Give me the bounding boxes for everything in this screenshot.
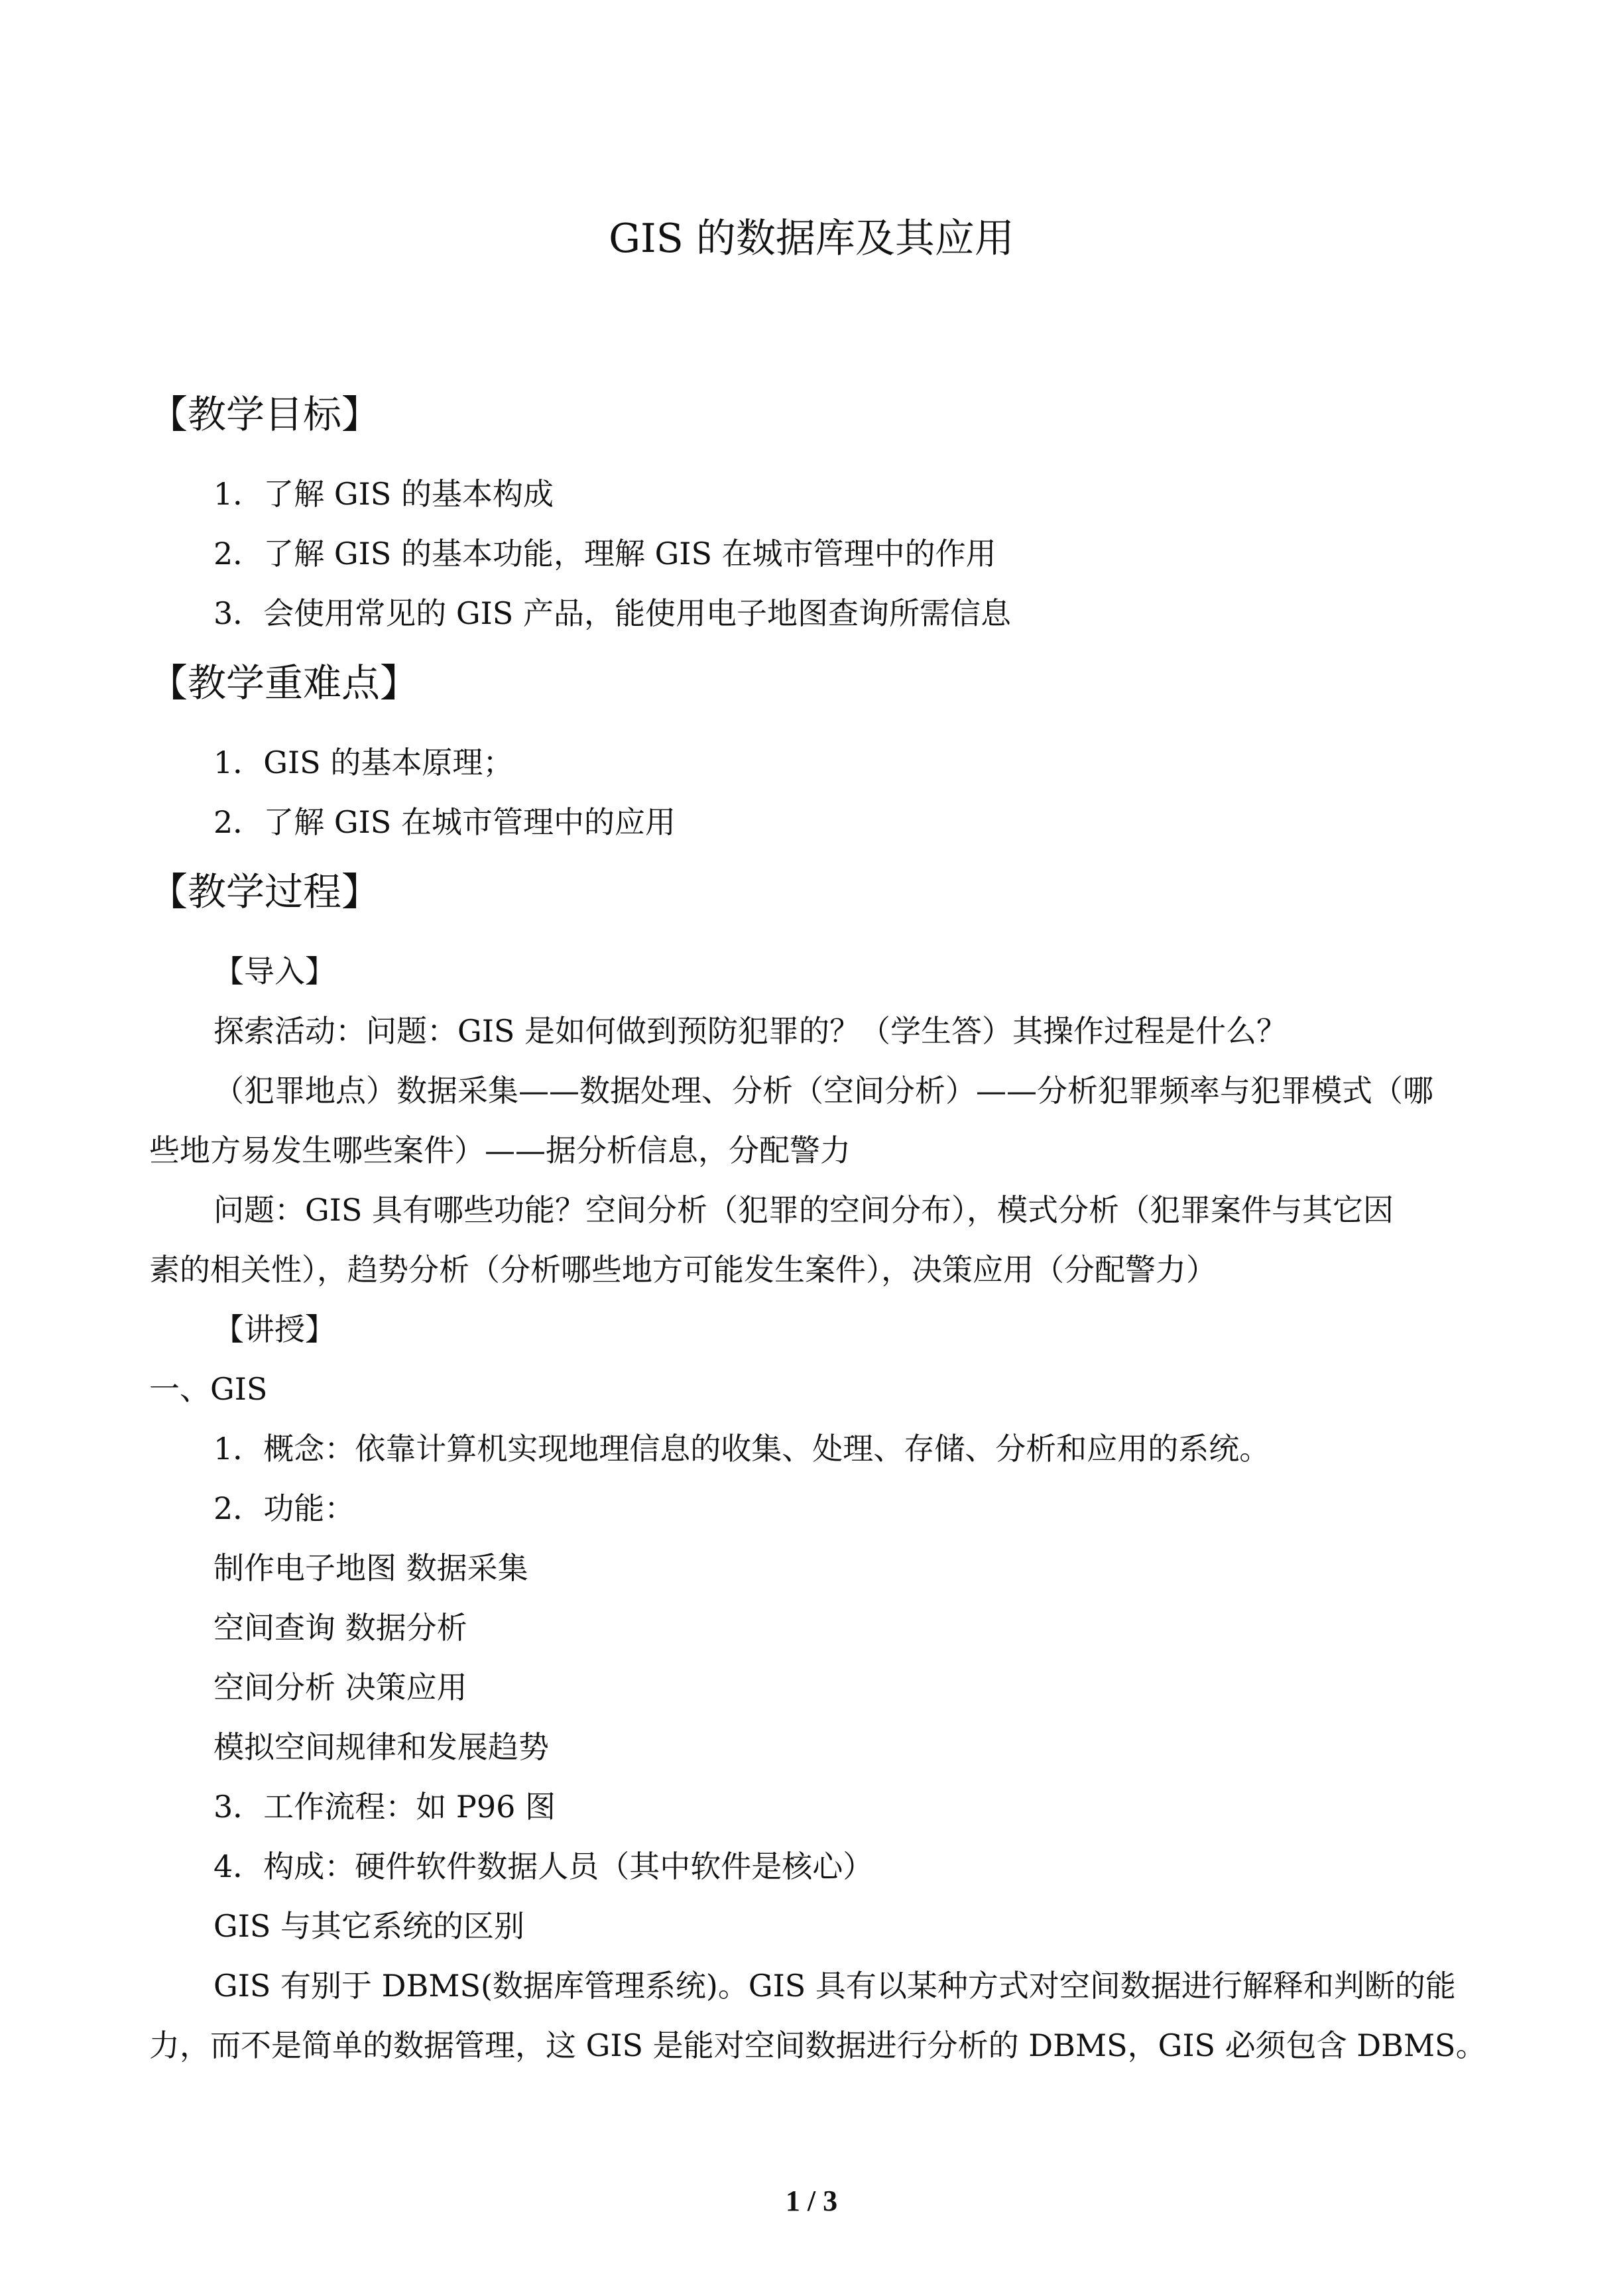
- lecture-line: 模拟空间规律和发展趋势: [213, 1729, 549, 1765]
- process-paragraph-line: 探索活动：问题：GIS 是如何做到预防犯罪的？（学生答）其操作过程是什么？: [213, 1013, 1288, 1049]
- keypoint-item: 1．GIS 的基本原理；: [213, 745, 514, 780]
- process-paragraph-line: 些地方易发生哪些案件）——据分析信息，分配警力: [149, 1132, 851, 1168]
- part-title: 一、GIS: [149, 1371, 268, 1407]
- section-heading-keypoints: 【教学重难点】: [149, 660, 419, 705]
- objective-item: 2．了解 GIS 的基本功能，理解 GIS 在城市管理中的作用: [213, 536, 996, 572]
- lecture-line: 空间查询 数据分析: [213, 1610, 467, 1646]
- section-heading-objectives: 【教学目标】: [149, 392, 381, 437]
- document-title: GIS 的数据库及其应用: [609, 215, 1014, 262]
- process-paragraph-line: 素的相关性），趋势分析（分析哪些地方可能发生案件），决策应用（分配警力）: [149, 1252, 1217, 1288]
- intro-label: 【导入】: [213, 953, 335, 989]
- objective-item: 3．会使用常见的 GIS 产品，能使用电子地图查询所需信息: [213, 595, 1011, 631]
- lecture-line: 3．工作流程：如 P96 图: [213, 1789, 556, 1825]
- process-paragraph-line: 问题：GIS 具有哪些功能？空间分析（犯罪的空间分布），模式分析（犯罪案件与其它因: [213, 1192, 1394, 1228]
- lecture-line: GIS 与其它系统的区别: [213, 1908, 525, 1944]
- page-number: 1 / 3: [785, 2185, 838, 2217]
- lecture-line: 2．功能：: [213, 1490, 355, 1526]
- lecture-line: 力，而不是简单的数据管理，这 GIS 是能对空间数据进行分析的 DBMS，GIS 必须包含 DBMS。: [149, 2027, 1486, 2063]
- objective-item: 1．了解 GIS 的基本构成: [213, 476, 554, 512]
- section-heading-process: 【教学过程】: [149, 869, 381, 914]
- process-paragraph-line: （犯罪地点）数据采集——数据处理、分析（空间分析）——分析犯罪频率与犯罪模式（哪: [213, 1073, 1433, 1109]
- lecture-line: 制作电子地图 数据采集: [213, 1550, 528, 1586]
- keypoint-item: 2．了解 GIS 在城市管理中的应用: [213, 804, 676, 840]
- lecture-line: GIS 有别于 DBMS(数据库管理系统)。GIS 具有以某种方式对空间数据进行解释和判断的能: [213, 1968, 1456, 2004]
- lecture-line: 空间分析 决策应用: [213, 1669, 467, 1705]
- lecture-label: 【讲授】: [213, 1311, 335, 1347]
- lecture-line: 4．构成：硬件软件数据人员（其中软件是核心）: [213, 1848, 874, 1884]
- lecture-line: 1．概念：依靠计算机实现地理信息的收集、处理、存储、分析和应用的系统。: [213, 1431, 1270, 1467]
